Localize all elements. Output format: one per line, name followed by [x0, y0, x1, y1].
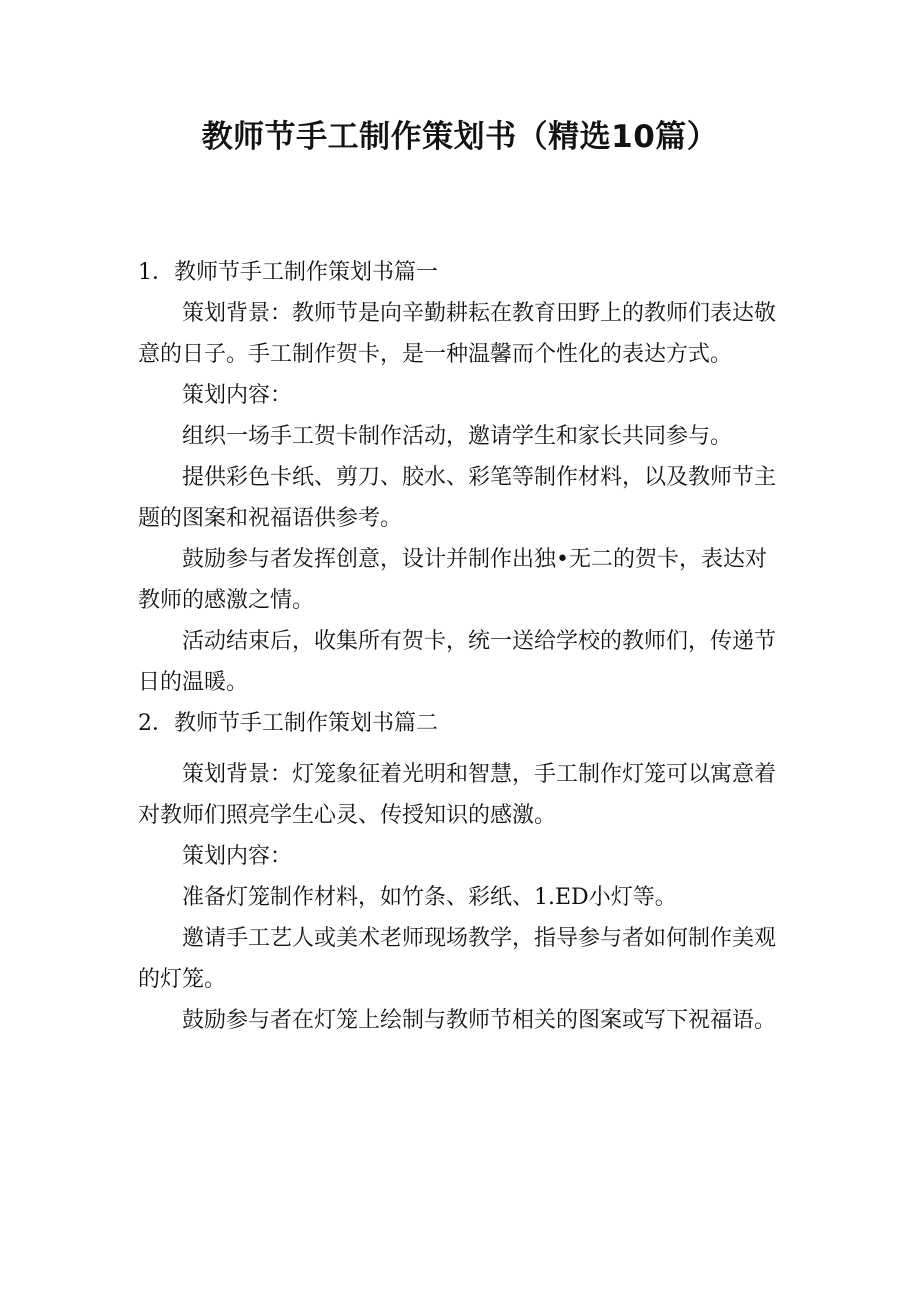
section-heading: 2．教师节手工制作策划书篇二	[138, 711, 438, 736]
section-paragraph: 策划内容：	[182, 844, 293, 869]
section-paragraph: 策划内容：	[182, 383, 293, 408]
section-paragraph: 准备灯笼制作材料，如竹条、彩纸、1.ED小灯等。	[182, 885, 677, 910]
section-paragraph: 策划背景：灯笼象征着光明和智慧，手工制作灯笼可以寓意着对教师们照亮学生心灵、传授知识的感激。	[138, 762, 777, 828]
section-paragraph: 邀请手工艺人或美术老师现场教学，指导参与者如何制作美观的灯笼。	[138, 926, 777, 992]
section-paragraph: 策划背景：教师节是向辛勤耕耘在教育田野上的教师们表达敬意的日子。手工制作贺卡，是一种温馨而个性化的表达方式。	[138, 301, 777, 367]
section-paragraph: 提供彩色卡纸、剪刀、胶水、彩笔等制作材料，以及教师节主题的图案和祝福语供参考。	[138, 465, 777, 531]
section-2	[138, 703, 788, 1041]
section-paragraph: 组织一场手工贺卡制作活动，邀请学生和家长共同参与。	[182, 424, 733, 449]
section-paragraph: 鼓励参与者在灯笼上绘制与教师节相关的图案或写下祝福语。	[182, 1008, 777, 1033]
section-1	[138, 252, 788, 703]
document-body	[138, 252, 788, 1041]
section-paragraph: 活动结束后，收集所有贺卡，统一送给学校的教师们，传递节日的温暖。	[138, 629, 777, 695]
section-paragraph: 鼓励参与者发挥创意，设计并制作出独•无二的贺卡，表达对教师的感激之情。	[138, 547, 767, 613]
document-title: 教师节手工制作策划书（精选10篇）	[201, 119, 719, 155]
section-heading: 1．教师节手工制作策划书篇一	[138, 260, 438, 285]
